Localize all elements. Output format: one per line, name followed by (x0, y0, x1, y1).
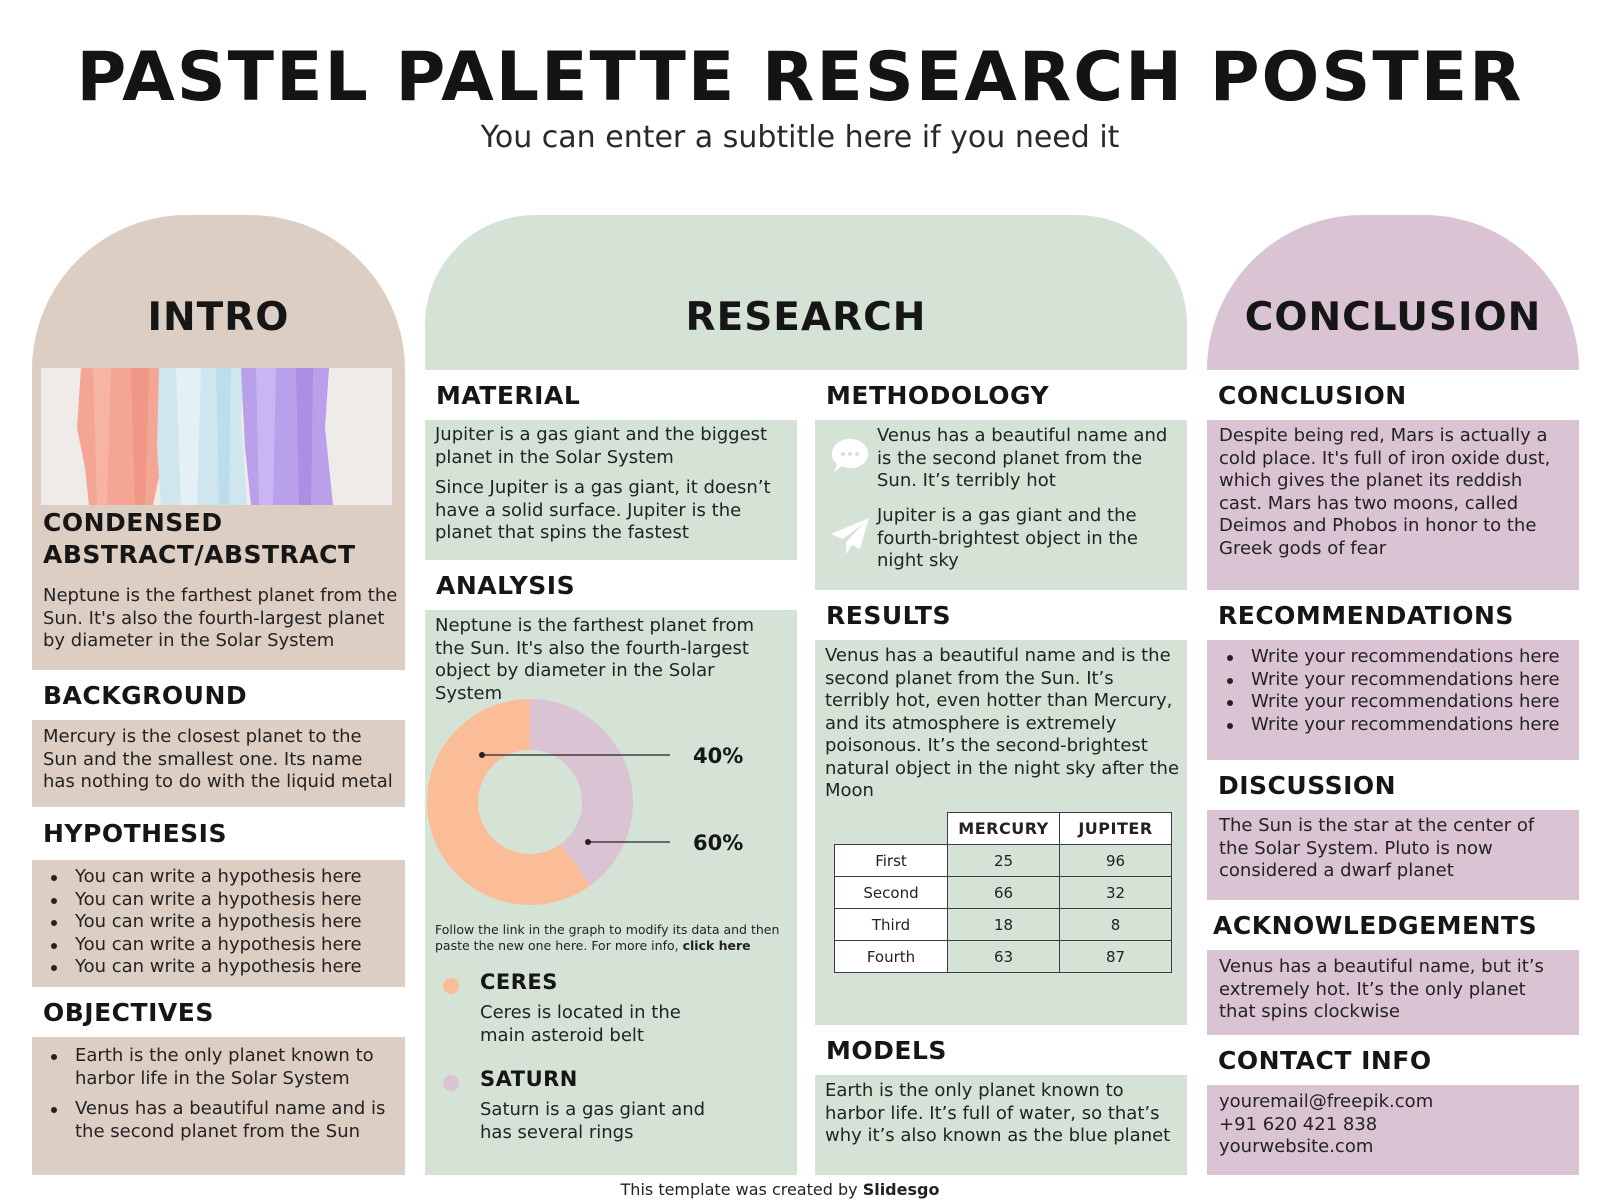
table-row-label: Second (835, 877, 948, 909)
list-item: You can write a hypothesis here (43, 889, 394, 912)
acknowledgements-heading: ACKNOWLEDGEMENTS (1207, 900, 1579, 950)
recommendations-block (1207, 640, 1579, 760)
list-item: Write your recommendations here (1219, 669, 1567, 692)
table-cell: 18 (948, 909, 1060, 941)
ceres-legend-title: CERES (480, 970, 558, 994)
donut-label-saturn: 40% (693, 744, 744, 768)
discussion-heading: DISCUSSION (1207, 760, 1579, 810)
donut-label-ceres: 60% (693, 831, 744, 855)
poster-subtitle: You can enter a subtitle here if you need it (480, 120, 1120, 155)
table-row (835, 877, 1172, 909)
intro-column (32, 215, 405, 1175)
recommendations-list (1219, 646, 1567, 736)
conclusion-arch (1207, 215, 1579, 370)
background-text: Mercury is the closest planet to the Sun and the smallest one. Its name has nothing to do with the liquid metal (43, 726, 393, 792)
table-row-label: First (835, 845, 948, 877)
intro-arch (32, 215, 405, 370)
analysis-block (425, 610, 797, 1175)
research-title: RESEARCH (685, 295, 927, 340)
methodology-text-1: Venus has a beautiful name and is the second planet from the Sun. It’s terribly hot (877, 425, 1168, 491)
background-block (32, 720, 405, 807)
speech-bubble-icon (829, 436, 871, 476)
table-cell: 25 (948, 845, 1060, 877)
table-cell: 63 (948, 941, 1060, 973)
table-row (835, 909, 1172, 941)
paper-plane-icon (829, 516, 871, 558)
conclusion-title: CONCLUSION (1244, 295, 1542, 340)
contact-heading: CONTACT INFO (1207, 1035, 1579, 1085)
table-row (835, 941, 1172, 973)
objectives-heading: OBJECTIVES (32, 987, 405, 1037)
list-item: You can write a hypothesis here (43, 866, 394, 889)
analysis-heading: ANALYSIS (425, 560, 797, 610)
models-heading: MODELS (815, 1025, 1187, 1075)
contact-email[interactable]: youremail@freepik.com (1219, 1091, 1434, 1112)
discussion-text: The Sun is the star at the center of the Solar System. Pluto is now considered a dwarf planet (1219, 815, 1535, 881)
objectives-block (32, 1037, 405, 1175)
list-item: Write your recommendations here (1219, 714, 1567, 737)
acknowledgements-text: Venus has a beautiful name, but it’s extremely hot. It’s the only planet that spins clockwise (1219, 956, 1544, 1022)
methodology-heading: METHODOLOGY (815, 370, 1187, 420)
results-block (815, 640, 1187, 1025)
saturn-legend-title: SATURN (480, 1067, 578, 1091)
list-item: You can write a hypothesis here (43, 956, 394, 979)
methodology-block (815, 420, 1187, 590)
discussion-block (1207, 810, 1579, 900)
list-item: Earth is the only planet known to harbor life in the Solar System (43, 1045, 394, 1090)
contact-phone: +91 620 421 838 (1219, 1113, 1378, 1135)
chart-note (435, 922, 790, 954)
poster-title: PASTEL PALETTE RESEARCH POSTER (76, 38, 1524, 117)
donut-leader-dot (585, 839, 591, 845)
paint-strokes-graphic (41, 368, 392, 505)
table-column-header: JUPITER (1060, 813, 1172, 845)
table-cell: 66 (948, 877, 1060, 909)
models-text: Earth is the only planet known to harbor life. It’s full of water, so that’s why it’s also known as the blue planet (825, 1080, 1171, 1146)
intro-title: INTRO (147, 295, 290, 340)
table-header-row (835, 813, 1172, 845)
credit-prefix: This template was created by (620, 1180, 858, 1199)
paint-strokes-image (41, 368, 392, 505)
chart-note-text: Follow the link in the graph to modify its data and then paste the new one here. For more info, (435, 922, 780, 953)
contact-block (1207, 1085, 1579, 1175)
conclusion-heading: CONCLUSION (1207, 370, 1579, 420)
background-heading: BACKGROUND (32, 670, 405, 720)
table-row (835, 845, 1172, 877)
table-column-header: MERCURY (948, 813, 1060, 845)
hypothesis-list (43, 866, 394, 979)
hypothesis-block (32, 860, 405, 987)
material-paragraph-2: Since Jupiter is a gas giant, it doesn’t have a solid surface. Jupiter is the planet that spins the fastest (435, 477, 771, 543)
table-corner-cell (835, 813, 948, 845)
research-column (425, 215, 1187, 1175)
donut-leader-dot (479, 752, 485, 758)
models-block (815, 1075, 1187, 1175)
table-cell: 87 (1060, 941, 1172, 973)
research-arch (425, 215, 1187, 370)
ceres-legend-text: Ceres is located in the main asteroid belt (480, 1002, 681, 1046)
material-paragraph-1: Jupiter is a gas giant and the biggest planet in the Solar System (435, 424, 768, 468)
table-cell: 8 (1060, 909, 1172, 941)
contact-website[interactable]: yourwebsite.com (1219, 1136, 1374, 1157)
acknowledgements-block (1207, 950, 1579, 1035)
results-text: Venus has a beautiful name and is the second planet from the Sun. It’s terribly hot, even hotter than Mercury, and its atmosphere is extremely poisonous. It’s the second-brightest natural object in the night sky after the Moon (825, 645, 1180, 801)
chart-note-link[interactable]: click here (682, 938, 751, 953)
material-block (425, 420, 797, 560)
material-heading: MATERIAL (425, 370, 797, 420)
saturn-legend-dot (443, 1075, 459, 1091)
objectives-list (43, 1045, 394, 1143)
conclusion-block (1207, 420, 1579, 590)
results-heading: RESULTS (815, 590, 1187, 640)
list-item: Write your recommendations here (1219, 646, 1567, 669)
hypothesis-heading: HYPOTHESIS (32, 807, 405, 860)
ceres-legend-dot (443, 978, 459, 994)
table-row-label: Third (835, 909, 948, 941)
results-table (834, 812, 1172, 973)
list-item: You can write a hypothesis here (43, 934, 394, 957)
footer-credit (0, 1180, 1560, 1199)
abstract-text: Neptune is the farthest planet from the Sun. It's also the fourth-largest planet by diameter in the Solar System (43, 585, 398, 651)
donut-chart (425, 695, 797, 910)
credit-brand[interactable]: Slidesgo (862, 1180, 940, 1199)
conclusion-text: Despite being red, Mars is actually a cold place. It's full of iron oxide dust, which gives the planet its reddish cast. Mars has two moons, called Deimos and Phobos in honor to the Greek gods of fear (1219, 425, 1551, 559)
table-row-label: Fourth (835, 941, 948, 973)
list-item: Write your recommendations here (1219, 691, 1567, 714)
analysis-text: Neptune is the farthest planet from the Sun. It's also the fourth-largest object by diameter in the Solar System (435, 615, 755, 704)
list-item: You can write a hypothesis here (43, 911, 394, 934)
methodology-text-2: Jupiter is a gas giant and the fourth-brightest object in the night sky (877, 505, 1138, 571)
table-cell: 32 (1060, 877, 1172, 909)
list-item: Venus has a beautiful name and is the second planet from the Sun (43, 1098, 394, 1143)
conclusion-column (1207, 215, 1579, 1175)
abstract-heading: CONDENSED ABSTRACT/ABSTRACT (43, 508, 356, 569)
recommendations-heading: RECOMMENDATIONS (1207, 590, 1579, 640)
saturn-legend-text: Saturn is a gas giant and has several rings (480, 1099, 706, 1143)
table-cell: 96 (1060, 845, 1172, 877)
